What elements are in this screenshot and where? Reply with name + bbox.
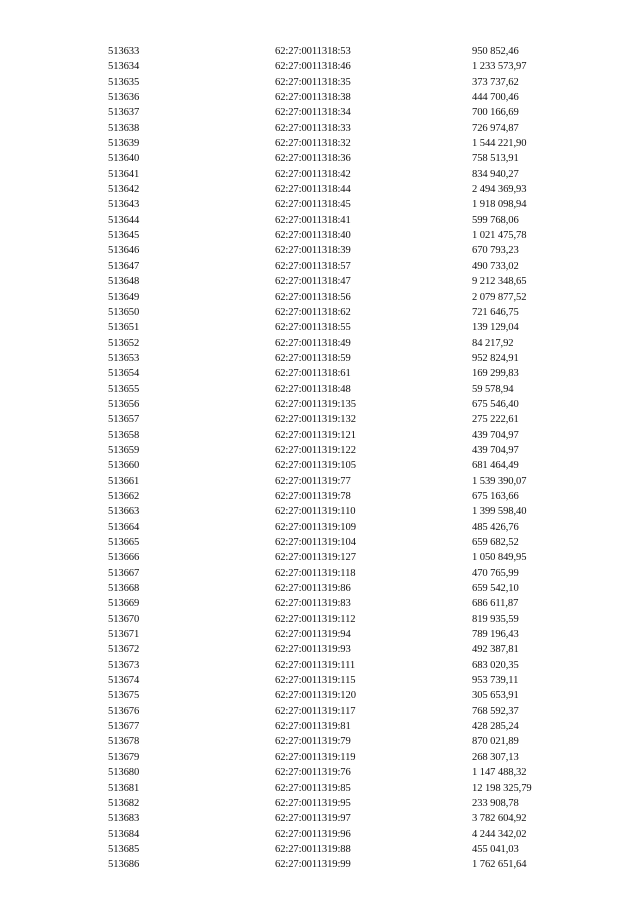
row-number-cell: 513664 — [108, 521, 140, 533]
cadastral-number-cell: 62:27:0011319:111 — [275, 659, 356, 671]
row-number-cell: 513643 — [108, 199, 140, 211]
table-row — [108, 489, 588, 504]
table-row — [108, 182, 588, 197]
cadastral-value-cell: 789 196,43 — [472, 629, 519, 641]
row-number-cell: 513661 — [108, 475, 140, 487]
row-number-cell: 513669 — [108, 598, 140, 610]
table-row — [108, 458, 588, 473]
row-number-cell: 513645 — [108, 230, 140, 242]
table-row — [108, 320, 588, 335]
cadastral-number-cell: 62:27:0011318:40 — [275, 230, 351, 242]
cadastral-value-cell: 3 782 604,92 — [472, 813, 527, 825]
cadastral-value-cell: 428 285,24 — [472, 721, 519, 733]
cadastral-value-cell: 490 733,02 — [472, 260, 519, 272]
table-row — [108, 197, 588, 212]
cadastral-value-cell: 1 539 390,07 — [472, 475, 527, 487]
table-row — [108, 857, 588, 872]
table-row — [108, 796, 588, 811]
row-number-cell: 513638 — [108, 122, 140, 134]
row-number-cell: 513648 — [108, 276, 140, 288]
row-number-cell: 513655 — [108, 383, 140, 395]
cadastral-number-cell: 62:27:0011318:55 — [275, 322, 351, 334]
row-number-cell: 513679 — [108, 751, 140, 763]
table-row — [108, 734, 588, 749]
cadastral-value-cell: 9 212 348,65 — [472, 276, 527, 288]
row-number-cell: 513671 — [108, 629, 140, 641]
cadastral-value-cell: 1 762 651,64 — [472, 859, 527, 871]
cadastral-number-cell: 62:27:0011319:95 — [275, 797, 351, 809]
row-number-cell: 513677 — [108, 721, 140, 733]
row-number-cell: 513686 — [108, 859, 140, 871]
table-row — [108, 274, 588, 289]
row-number-cell: 513659 — [108, 444, 140, 456]
row-number-cell: 513640 — [108, 153, 140, 165]
cadastral-number-cell: 62:27:0011319:93 — [275, 644, 351, 656]
row-number-cell: 513681 — [108, 782, 140, 794]
cadastral-value-cell: 1 050 849,95 — [472, 552, 527, 564]
row-number-cell: 513670 — [108, 613, 140, 625]
table-row — [108, 520, 588, 535]
cadastral-number-cell: 62:27:0011319:119 — [275, 751, 356, 763]
cadastral-number-cell: 62:27:0011319:104 — [275, 537, 356, 548]
table-row — [108, 581, 588, 596]
table-row — [108, 704, 588, 719]
table-row — [108, 428, 588, 443]
table-row — [108, 688, 588, 703]
cadastral-value-cell: 139 129,04 — [472, 322, 519, 334]
cadastral-number-cell: 62:27:0011318:41 — [275, 214, 351, 226]
row-number-cell: 513633 — [108, 46, 140, 57]
cadastral-number-cell: 62:27:0011319:78 — [275, 490, 351, 502]
cadastral-value-cell: 485 426,76 — [472, 521, 519, 533]
cadastral-number-cell: 62:27:0011319:94 — [275, 629, 351, 641]
table-row — [108, 535, 588, 550]
table-row — [108, 305, 588, 320]
table-row — [108, 336, 588, 351]
table-row — [108, 443, 588, 458]
cadastral-number-cell: 62:27:0011319:121 — [275, 429, 356, 441]
cadastral-value-cell: 444 700,46 — [472, 92, 519, 104]
row-number-cell: 513654 — [108, 368, 140, 380]
cadastral-value-cell: 686 611,87 — [472, 598, 519, 610]
table-row — [108, 750, 588, 765]
row-number-cell: 513646 — [108, 245, 140, 257]
cadastral-number-cell: 62:27:0011318:44 — [275, 184, 351, 196]
row-number-cell: 513641 — [108, 168, 140, 180]
table-row — [108, 842, 588, 857]
cadastral-number-cell: 62:27:0011318:59 — [275, 352, 351, 364]
row-number-cell: 513663 — [108, 506, 140, 518]
table-row — [108, 612, 588, 627]
row-number-cell: 513658 — [108, 429, 140, 441]
row-number-cell: 513642 — [108, 184, 140, 196]
cadastral-value-cell: 675 163,66 — [472, 490, 519, 502]
cadastral-number-cell: 62:27:0011318:39 — [275, 245, 351, 257]
row-number-cell: 513651 — [108, 322, 140, 334]
cadastral-value-cell: 2 494 369,93 — [472, 184, 527, 196]
cadastral-value-cell: 670 793,23 — [472, 245, 519, 257]
cadastral-number-cell: 62:27:0011318:36 — [275, 153, 351, 165]
cadastral-value-cell: 659 682,52 — [472, 537, 519, 548]
table-row — [108, 90, 588, 105]
row-number-cell: 513656 — [108, 398, 140, 410]
cadastral-value-cell: 819 935,59 — [472, 613, 519, 625]
row-number-cell: 513685 — [108, 843, 140, 855]
table-row — [108, 121, 588, 136]
cadastral-value-cell: 952 824,91 — [472, 352, 519, 364]
table-row — [108, 642, 588, 657]
table-row — [108, 566, 588, 581]
cadastral-value-cell: 953 739,11 — [472, 675, 519, 687]
table-row — [108, 719, 588, 734]
row-number-cell: 513673 — [108, 659, 140, 671]
cadastral-value-cell: 12 198 325,79 — [472, 782, 532, 794]
cadastral-number-cell: 62:27:0011319:110 — [275, 506, 356, 518]
table-row — [108, 673, 588, 688]
row-number-cell: 513665 — [108, 537, 140, 548]
table-row — [108, 213, 588, 228]
cadastral-value-cell: 1 544 221,90 — [472, 138, 527, 150]
cadastral-value-cell: 84 217,92 — [472, 337, 514, 349]
cadastral-value-cell: 1 147 488,32 — [472, 767, 527, 779]
row-number-cell: 513666 — [108, 552, 140, 564]
cadastral-value-cell: 2 079 877,52 — [472, 291, 527, 303]
cadastral-value-cell: 758 513,91 — [472, 153, 519, 165]
cadastral-number-cell: 62:27:0011319:132 — [275, 414, 356, 426]
cadastral-value-cell: 305 653,91 — [472, 690, 519, 702]
table-row — [108, 366, 588, 381]
table-row — [108, 412, 588, 427]
cadastral-value-cell: 721 646,75 — [472, 306, 519, 318]
row-number-cell: 513650 — [108, 306, 140, 318]
row-number-cell: 513639 — [108, 138, 140, 150]
cadastral-number-cell: 62:27:0011318:49 — [275, 337, 351, 349]
table-row — [108, 811, 588, 826]
cadastral-value-cell: 599 768,06 — [472, 214, 519, 226]
table-row — [108, 658, 588, 673]
cadastral-number-cell: 62:27:0011319:86 — [275, 583, 351, 595]
cadastral-value-cell: 455 041,03 — [472, 843, 519, 855]
cadastral-number-cell: 62:27:0011318:57 — [275, 260, 351, 272]
cadastral-number-cell: 62:27:0011318:56 — [275, 291, 351, 303]
cadastral-value-cell: 4 244 342,02 — [472, 828, 527, 840]
row-number-cell: 513635 — [108, 76, 140, 88]
row-number-cell: 513667 — [108, 567, 140, 579]
cadastral-number-cell: 62:27:0011319:120 — [275, 690, 356, 702]
table-row — [108, 504, 588, 519]
cadastral-value-cell: 470 765,99 — [472, 567, 519, 579]
table-row — [108, 151, 588, 166]
row-number-cell: 513637 — [108, 107, 140, 119]
cadastral-value-cell: 1 399 598,40 — [472, 506, 527, 518]
table-row — [108, 397, 588, 412]
row-number-cell: 513683 — [108, 813, 140, 825]
table-row — [108, 765, 588, 780]
row-number-cell: 513680 — [108, 767, 140, 779]
cadastral-value-cell: 59 578,94 — [472, 383, 514, 395]
cadastral-number-cell: 62:27:0011319:85 — [275, 782, 351, 794]
table-row — [108, 781, 588, 796]
table-row — [108, 167, 588, 182]
table-row — [108, 136, 588, 151]
cadastral-value-cell: 726 974,87 — [472, 122, 519, 134]
cadastral-number-cell: 62:27:0011319:83 — [275, 598, 351, 610]
cadastral-number-cell: 62:27:0011319:105 — [275, 460, 356, 472]
cadastral-number-cell: 62:27:0011318:62 — [275, 306, 351, 318]
row-number-cell: 513662 — [108, 490, 140, 502]
cadastral-value-cell: 268 307,13 — [472, 751, 519, 763]
table-row — [108, 59, 588, 74]
row-number-cell: 513649 — [108, 291, 140, 303]
cadastral-number-cell: 62:27:0011319:109 — [275, 521, 356, 533]
table-body — [108, 44, 588, 873]
cadastral-number-cell: 62:27:0011318:32 — [275, 138, 351, 150]
cadastral-number-cell: 62:27:0011319:97 — [275, 813, 351, 825]
row-number-cell: 513675 — [108, 690, 140, 702]
row-number-cell: 513652 — [108, 337, 140, 349]
table-row — [108, 75, 588, 90]
table-row — [108, 228, 588, 243]
cadastral-value-cell: 683 020,35 — [472, 659, 519, 671]
cadastral-value-cell: 439 704,97 — [472, 444, 519, 456]
cadastral-value-cell: 373 737,62 — [472, 76, 519, 88]
row-number-cell: 513676 — [108, 705, 140, 717]
table-row — [108, 105, 588, 120]
cadastral-value-cell: 1 021 475,78 — [472, 230, 527, 242]
cadastral-number-cell: 62:27:0011318:61 — [275, 368, 351, 380]
cadastral-value-cell: 700 166,69 — [472, 107, 519, 119]
table-row — [108, 44, 588, 59]
table-row — [108, 827, 588, 842]
table-row — [108, 627, 588, 642]
table-row — [108, 474, 588, 489]
cadastral-number-cell: 62:27:0011318:34 — [275, 107, 351, 119]
cadastral-number-cell: 62:27:0011318:33 — [275, 122, 351, 134]
cadastral-number-cell: 62:27:0011319:127 — [275, 552, 356, 564]
cadastral-number-cell: 62:27:0011319:117 — [275, 705, 356, 717]
cadastral-number-cell: 62:27:0011319:96 — [275, 828, 351, 840]
cadastral-number-cell: 62:27:0011319:118 — [275, 567, 356, 579]
cadastral-number-cell: 62:27:0011318:53 — [275, 46, 351, 57]
cadastral-number-cell: 62:27:0011319:76 — [275, 767, 351, 779]
cadastral-number-cell: 62:27:0011319:135 — [275, 398, 356, 410]
cadastral-value-cell: 870 021,89 — [472, 736, 519, 748]
cadastral-value-cell: 768 592,37 — [472, 705, 519, 717]
table-row — [108, 550, 588, 565]
row-number-cell: 513672 — [108, 644, 140, 656]
cadastral-number-cell: 62:27:0011319:88 — [275, 843, 351, 855]
table-row — [108, 290, 588, 305]
cadastral-number-cell: 62:27:0011319:79 — [275, 736, 351, 748]
cadastral-value-cell: 275 222,61 — [472, 414, 519, 426]
table-row — [108, 351, 588, 366]
row-number-cell: 513678 — [108, 736, 140, 748]
cadastral-number-cell: 62:27:0011319:99 — [275, 859, 351, 871]
cadastral-value-cell: 1 918 098,94 — [472, 199, 527, 211]
row-number-cell: 513682 — [108, 797, 140, 809]
row-number-cell: 513653 — [108, 352, 140, 364]
cadastral-number-cell: 62:27:0011318:45 — [275, 199, 351, 211]
row-number-cell: 513634 — [108, 61, 140, 73]
row-number-cell: 513660 — [108, 460, 140, 472]
cadastral-value-cell: 169 299,83 — [472, 368, 519, 380]
row-number-cell: 513684 — [108, 828, 140, 840]
row-number-cell: 513644 — [108, 214, 140, 226]
cadastral-value-table — [108, 44, 588, 873]
cadastral-number-cell: 62:27:0011318:42 — [275, 168, 351, 180]
cadastral-value-cell: 492 387,81 — [472, 644, 519, 656]
cadastral-number-cell: 62:27:0011318:35 — [275, 76, 351, 88]
cadastral-number-cell: 62:27:0011319:77 — [275, 475, 351, 487]
cadastral-value-cell: 681 464,49 — [472, 460, 519, 472]
cadastral-number-cell: 62:27:0011319:122 — [275, 444, 356, 456]
row-number-cell: 513674 — [108, 675, 140, 687]
cadastral-value-cell: 1 233 573,97 — [472, 61, 527, 73]
table-row — [108, 382, 588, 397]
cadastral-number-cell: 62:27:0011318:46 — [275, 61, 351, 73]
table-row — [108, 259, 588, 274]
cadastral-number-cell: 62:27:0011319:81 — [275, 721, 351, 733]
cadastral-value-cell: 834 940,27 — [472, 168, 519, 180]
row-number-cell: 513647 — [108, 260, 140, 272]
cadastral-number-cell: 62:27:0011318:38 — [275, 92, 351, 104]
row-number-cell: 513657 — [108, 414, 140, 426]
cadastral-number-cell: 62:27:0011319:112 — [275, 613, 356, 625]
cadastral-value-cell: 659 542,10 — [472, 583, 519, 595]
cadastral-number-cell: 62:27:0011318:48 — [275, 383, 351, 395]
cadastral-value-cell: 233 908,78 — [472, 797, 519, 809]
cadastral-value-cell: 439 704,97 — [472, 429, 519, 441]
cadastral-number-cell: 62:27:0011319:115 — [275, 675, 356, 687]
row-number-cell: 513636 — [108, 92, 140, 104]
table-row — [108, 243, 588, 258]
cadastral-number-cell: 62:27:0011318:47 — [275, 276, 351, 288]
row-number-cell: 513668 — [108, 583, 140, 595]
table-row — [108, 596, 588, 611]
cadastral-value-cell: 950 852,46 — [472, 46, 519, 57]
cadastral-value-cell: 675 546,40 — [472, 398, 519, 410]
